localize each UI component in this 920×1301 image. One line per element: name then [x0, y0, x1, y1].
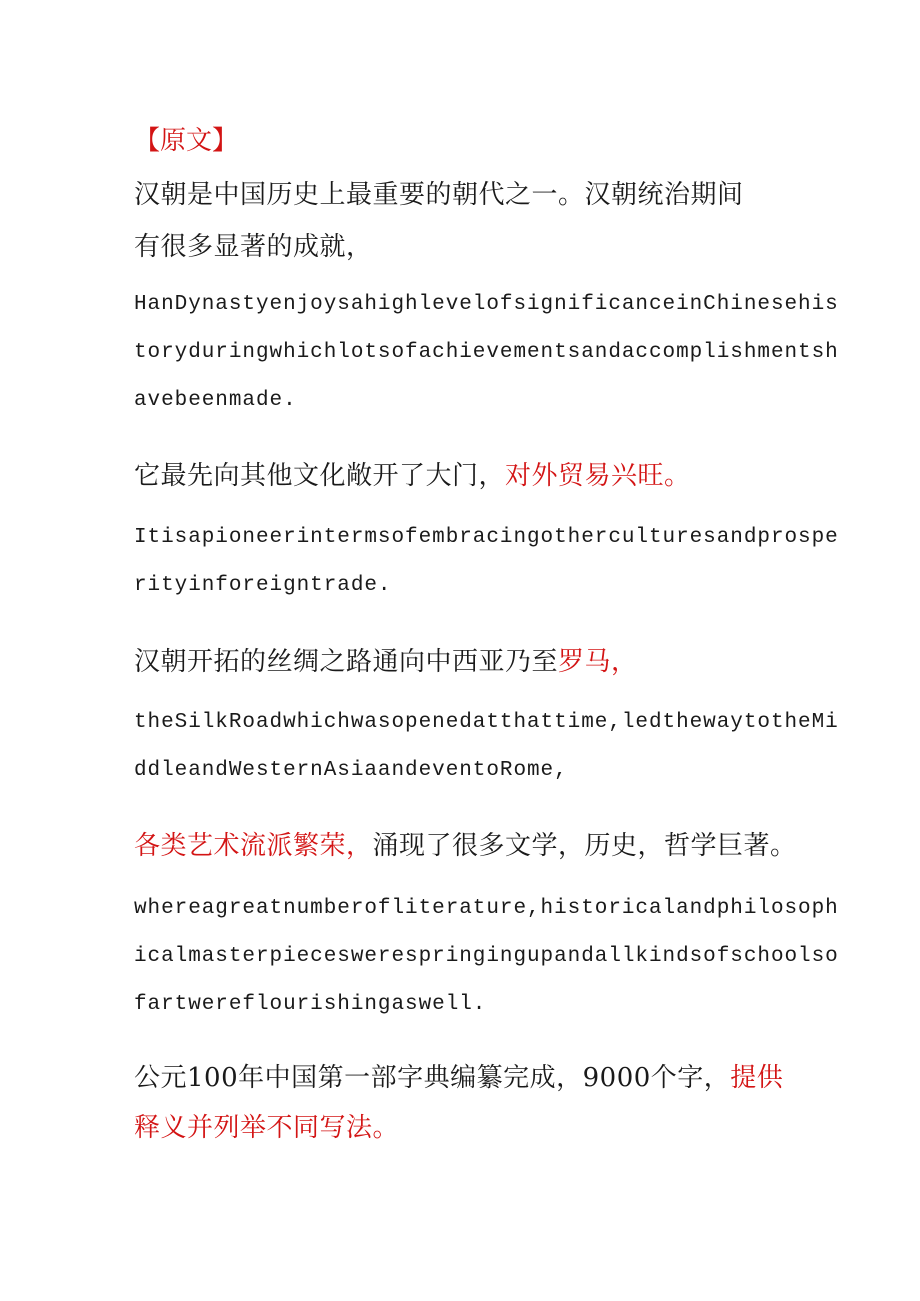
zh-highlight: 释义并列举不同写法。 [134, 1113, 400, 1143]
zh-line [134, 174, 744, 211]
en-line: rityinforeigntrade. [134, 574, 392, 597]
zh-text: 汉朝是中国历史上最重要的朝代之一。汉朝统治期间 [134, 180, 744, 210]
zh-text: 有很多显著的成就， [134, 232, 373, 262]
zh-line [134, 641, 638, 678]
zh-line [134, 226, 373, 263]
en-line: Itisapioneerintermsofembracingotherculturesandprospe [134, 526, 839, 549]
en-line: HanDynastyenjoysahighlevelofsignificanceinChinesehis [134, 293, 839, 316]
zh-text: 它最先向其他文化敞开了大门， [134, 461, 506, 491]
zh-line [134, 1057, 783, 1094]
zh-highlight: 提供 [730, 1063, 784, 1093]
en-line: toryduringwhichlotsofachievementsandaccomplishmentsh [134, 341, 839, 364]
zh-highlight: 对外贸易兴旺。 [505, 461, 691, 491]
zh-highlight: 罗马， [558, 647, 638, 677]
zh-line [134, 1107, 399, 1144]
en-line: avebeenmade. [134, 389, 297, 412]
zh-text: 涌现了很多文学，历史，哲学巨著。 [372, 831, 797, 861]
en-line: fartwereflourishingaswell. [134, 993, 487, 1016]
zh-line [134, 455, 691, 492]
en-line: ddleandWesternAsiaandeventoRome, [134, 759, 568, 782]
zh-line [134, 825, 797, 862]
en-line: theSilkRoadwhichwasopenedatthattime,ledthewaytotheMi [134, 711, 839, 734]
zh-highlight: 各类艺术流派繁荣， [134, 831, 373, 861]
zh-text: 公元100年中国第一部字典编纂完成，9000个字， [134, 1063, 731, 1093]
zh-text: 汉朝开拓的丝绸之路通向中西亚乃至 [134, 647, 559, 677]
en-line: icalmasterpieceswerespringingupandallkindsofschoolso [134, 945, 839, 968]
section-heading: 【原文】 [134, 126, 239, 156]
en-line: whereagreatnumberofliterature,historicalandphilosoph [134, 897, 839, 920]
